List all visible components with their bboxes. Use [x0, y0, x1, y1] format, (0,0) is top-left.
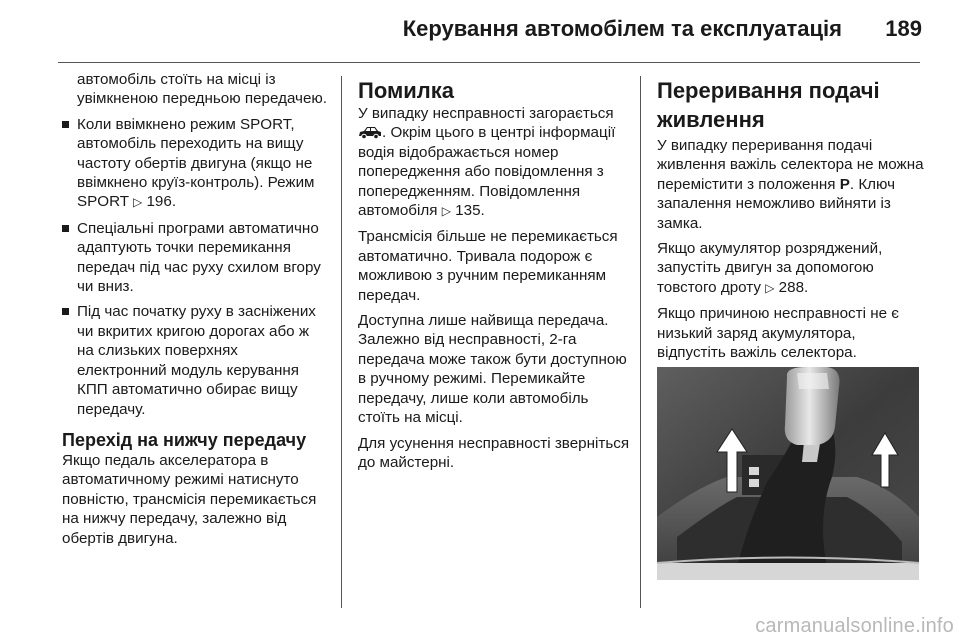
bullet-text: Під час початку руху в засніжених чи вкритих кригою дорогах або ж на слизьких поверхнях електронний модуль керування КПП автоматично обирає вищу передачу.	[77, 303, 316, 418]
page-reference[interactable]: 288.	[778, 278, 809, 296]
position-p-label: P	[839, 175, 850, 193]
gear-selector-illustration	[657, 367, 919, 580]
column-divider-right	[640, 76, 641, 608]
continued-text: автомобіль стоїть на місці із увімкненою передньою передачею.	[77, 71, 328, 108]
header-rule	[58, 62, 920, 63]
bullet-item-programs	[62, 219, 330, 297]
bullet-item-snow	[62, 302, 330, 418]
chapter-title: Керування автомобілем та експлуатація	[402, 16, 842, 41]
bullet-text: Коли ввімкнено режим SPORT, автомобіль переходить на вищу частоту обертів двигуна (якщо не ввімкнено круїз-контроль). Режим SPORT	[77, 115, 315, 211]
paragraph-fault-2: Трансмісія більше не перемикається автоматично. Тривала подорож є можливою з ручним перемиканням передач.	[358, 228, 618, 304]
watermark: carmanualsonline.info	[755, 615, 954, 637]
page-reference[interactable]: 196.	[146, 193, 177, 211]
reference-arrow-icon: ▷	[765, 280, 775, 295]
section-heading-downshift: Перехід на нижчу передачу	[62, 429, 307, 450]
paragraph-power-2: Якщо акумулятор розряджений, запустіть двигун за допомогою товстого дроту ▷ 288.	[657, 240, 883, 296]
column-divider-left	[341, 76, 342, 608]
bullet-text: Спеціальні програми автоматично адаптують точки перемикання передач під час руху схилом вгору чи вниз.	[77, 219, 321, 296]
page-reference[interactable]: 135.	[455, 202, 485, 220]
section-heading-fault: Помилка	[358, 78, 454, 103]
paragraph-fault-4: Для усунення несправності зверніться до майстерні.	[358, 434, 630, 471]
column-left	[62, 70, 330, 554]
page-number: 189	[885, 16, 922, 41]
bullet-list	[62, 115, 330, 419]
paragraph-fault-3: Доступна лише найвища передача. Залежно від несправності, 2-га передача може також бути доступною в ручному режимі. Перемикайте передачу, лише коли автомобіль стоїть на місці.	[358, 312, 627, 427]
page-header	[0, 0, 960, 60]
reference-arrow-icon: ▷	[441, 204, 451, 219]
reference-arrow-icon: ▷	[133, 195, 143, 210]
paragraph-power-1: У випадку переривання подачі живлення важіль селектора не можна перемістити з положення P. Ключ запалення неможливо вийняти із замка.	[657, 137, 924, 232]
paragraph-downshift: Якщо педаль акселератора в автоматичному режимі натиснуто повністю, трансмісія перемикається на нижчу передачу, залежно від обертів двигуна.	[62, 451, 317, 547]
bullet-item-sport	[62, 115, 330, 213]
paragraph-fault-1: У випадку несправності загорається . Окрім цього в центрі інформації водія відображається номер попередження або повідомлення з попередженням. Повідомлення автомобіля ▷ 135.	[358, 105, 616, 220]
column-middle	[358, 78, 633, 478]
paragraph-power-3: Якщо причиною несправності не є низький заряд акумулятора, відпустіть важіль селектора.	[657, 305, 899, 362]
section-heading-power-interruption: Переривання подачі живлення	[657, 78, 880, 132]
car-warning-icon	[358, 125, 382, 139]
column-right	[657, 76, 927, 394]
